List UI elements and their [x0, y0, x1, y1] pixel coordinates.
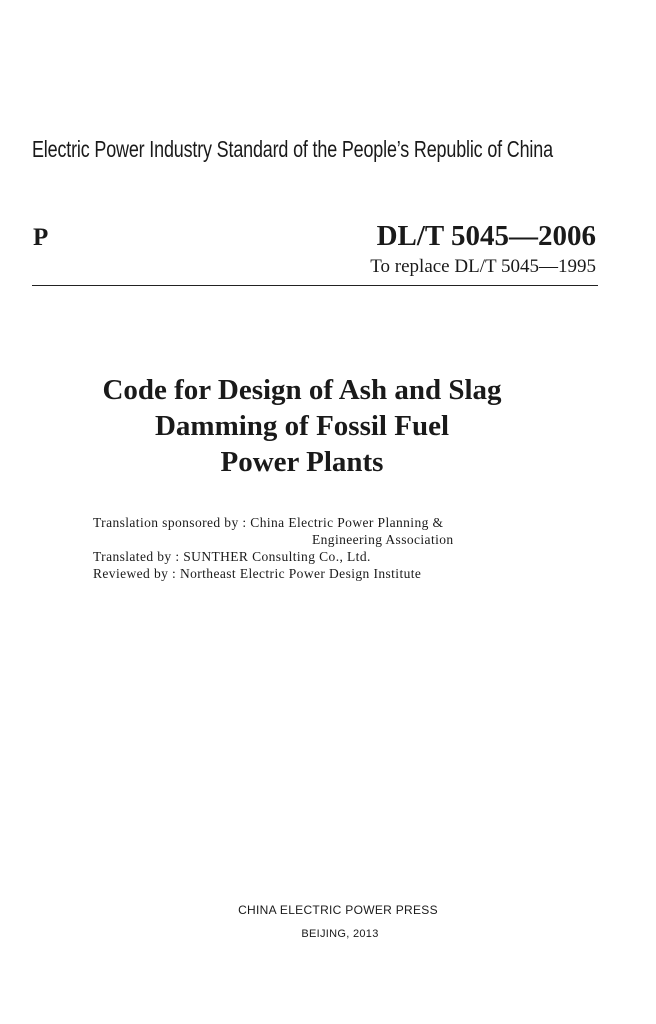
- document-title-line-3: Power Plants: [220, 446, 384, 478]
- credits-block: [93, 514, 454, 582]
- replaces-standard: To replace DL/T 5045—1995: [370, 256, 596, 277]
- header-divider: [32, 285, 598, 286]
- publisher-place-year: BEIJING, 2013: [301, 928, 379, 940]
- document-title-line-1: Code for Design of Ash and Slag: [102, 374, 502, 406]
- translation-sponsor-line-1: Translation sponsored by : China Electric Power Planning &: [93, 515, 444, 530]
- translator-line: Translated by : SUNTHER Consulting Co., Ltd.: [93, 549, 371, 564]
- document-title-line-2: Damming of Fossil Fuel: [154, 410, 450, 442]
- standard-header-title: Electric Power Industry Standard of the People’s Republic of China: [32, 136, 553, 162]
- reviewer-line: Reviewed by : Northeast Electric Power Design Institute: [93, 566, 422, 581]
- standard-number: DL/T 5045—2006: [376, 220, 596, 252]
- category-code: P: [33, 224, 49, 251]
- publisher-name: CHINA ELECTRIC POWER PRESS: [238, 903, 438, 917]
- document-title: [32, 372, 572, 480]
- translation-sponsor-line-2: Engineering Association: [312, 532, 454, 547]
